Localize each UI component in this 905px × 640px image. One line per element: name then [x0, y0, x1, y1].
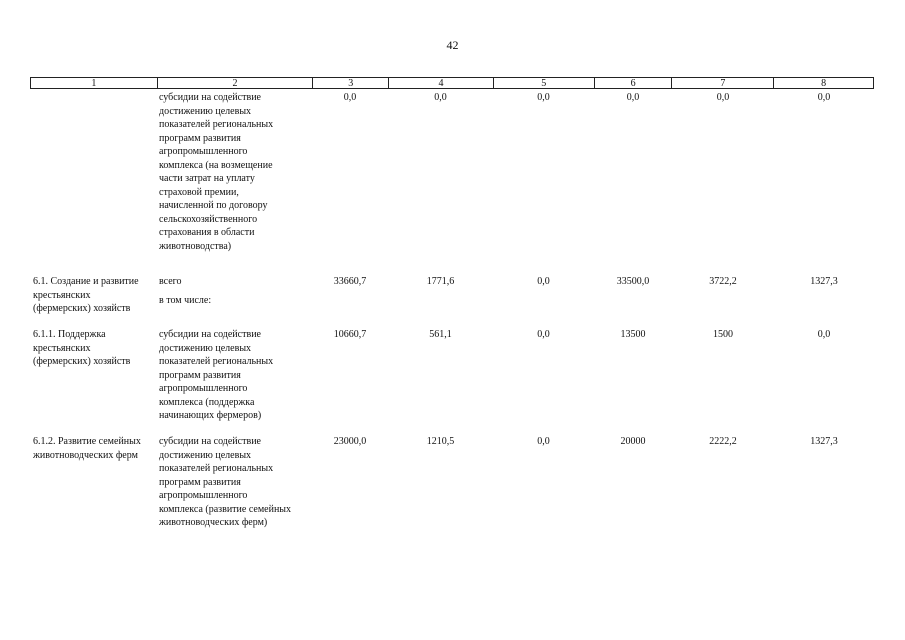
row-value-col5: 0,0: [537, 276, 550, 287]
row-value-col8: 1327,3: [810, 436, 838, 447]
row-value-col5: 0,0: [537, 329, 550, 340]
header-col-4: 4: [388, 78, 493, 88]
row-description: субсидии на содействие достижению целевых показателей региональных программ развития агропромышленного комплекса (развитие семейных животноводческих ферм): [159, 436, 292, 528]
row-value-col7: 2222,2: [709, 436, 737, 447]
row-value-col4: 1771,6: [426, 276, 455, 287]
row-name: 6.1. Создание и развитие крестьянских (фермерских) хозяйств: [33, 276, 139, 314]
header-col-5: 5: [493, 78, 594, 88]
row-value-col5: 0,0: [537, 92, 550, 103]
row-value-col7: 0,0: [716, 92, 730, 103]
row-value-col4: 1210,5: [426, 436, 455, 447]
table-header: [30, 77, 874, 89]
row-name: 6.1.1. Поддержка крестьянских (фермерских) хозяйств: [33, 329, 131, 367]
row-value-col6: 33500,0: [616, 276, 650, 287]
row-description: субсидии на содействие достижению целевых показателей региональных программ развития агропромышленного комплекса (поддержка начинающих фермеров): [159, 329, 274, 421]
header-col-8: 8: [773, 78, 873, 88]
header-col-3: 3: [312, 78, 388, 88]
row-name: [30, 91, 156, 253]
row-value-col5: 0,0: [537, 436, 550, 447]
row-description: субсидии на содействие достижению целевых показателей региональных программ развития агропромышленного комплекса (на возмещение части затрат на уплату страховой премии, начисленной по договору сельскохозяйственного страхования в области животноводства): [159, 92, 274, 252]
table-row: [30, 91, 874, 253]
row-value-col4: 561,1: [429, 329, 452, 340]
row-value-col7: 1500: [713, 329, 733, 340]
header-col-1: 1: [91, 78, 97, 89]
row-value-col8: 0,0: [817, 329, 831, 340]
row-value-col3: 0,0: [343, 92, 357, 103]
row-value-col6: 13500: [620, 329, 646, 340]
header-col-6: 6: [594, 78, 672, 88]
row-description: всего в том числе:: [156, 275, 312, 316]
row-value-col3: 23000,0: [333, 436, 367, 447]
header-col-7: 7: [671, 78, 773, 88]
row-value-col7: 3722,2: [709, 276, 737, 287]
row-value-col6: 0,0: [626, 92, 640, 103]
row-value-col8: 0,0: [817, 92, 831, 103]
page-number: 42: [446, 38, 459, 52]
row-description-subtitle: в том числе:: [159, 294, 212, 306]
header-col-2: 2: [157, 78, 313, 88]
table-row: [30, 328, 874, 423]
table-row: [30, 435, 874, 530]
row-value-col8: 1327,3: [810, 276, 838, 287]
table-row: [30, 275, 874, 316]
row-name: 6.1.2. Развитие семейных животноводческих ферм: [33, 436, 141, 461]
row-value-col6: 20000: [620, 436, 646, 447]
row-value-col3: 33660,7: [333, 276, 367, 287]
row-value-col4: 0,0: [434, 92, 447, 103]
row-value-col3: 10660,7: [333, 329, 367, 340]
